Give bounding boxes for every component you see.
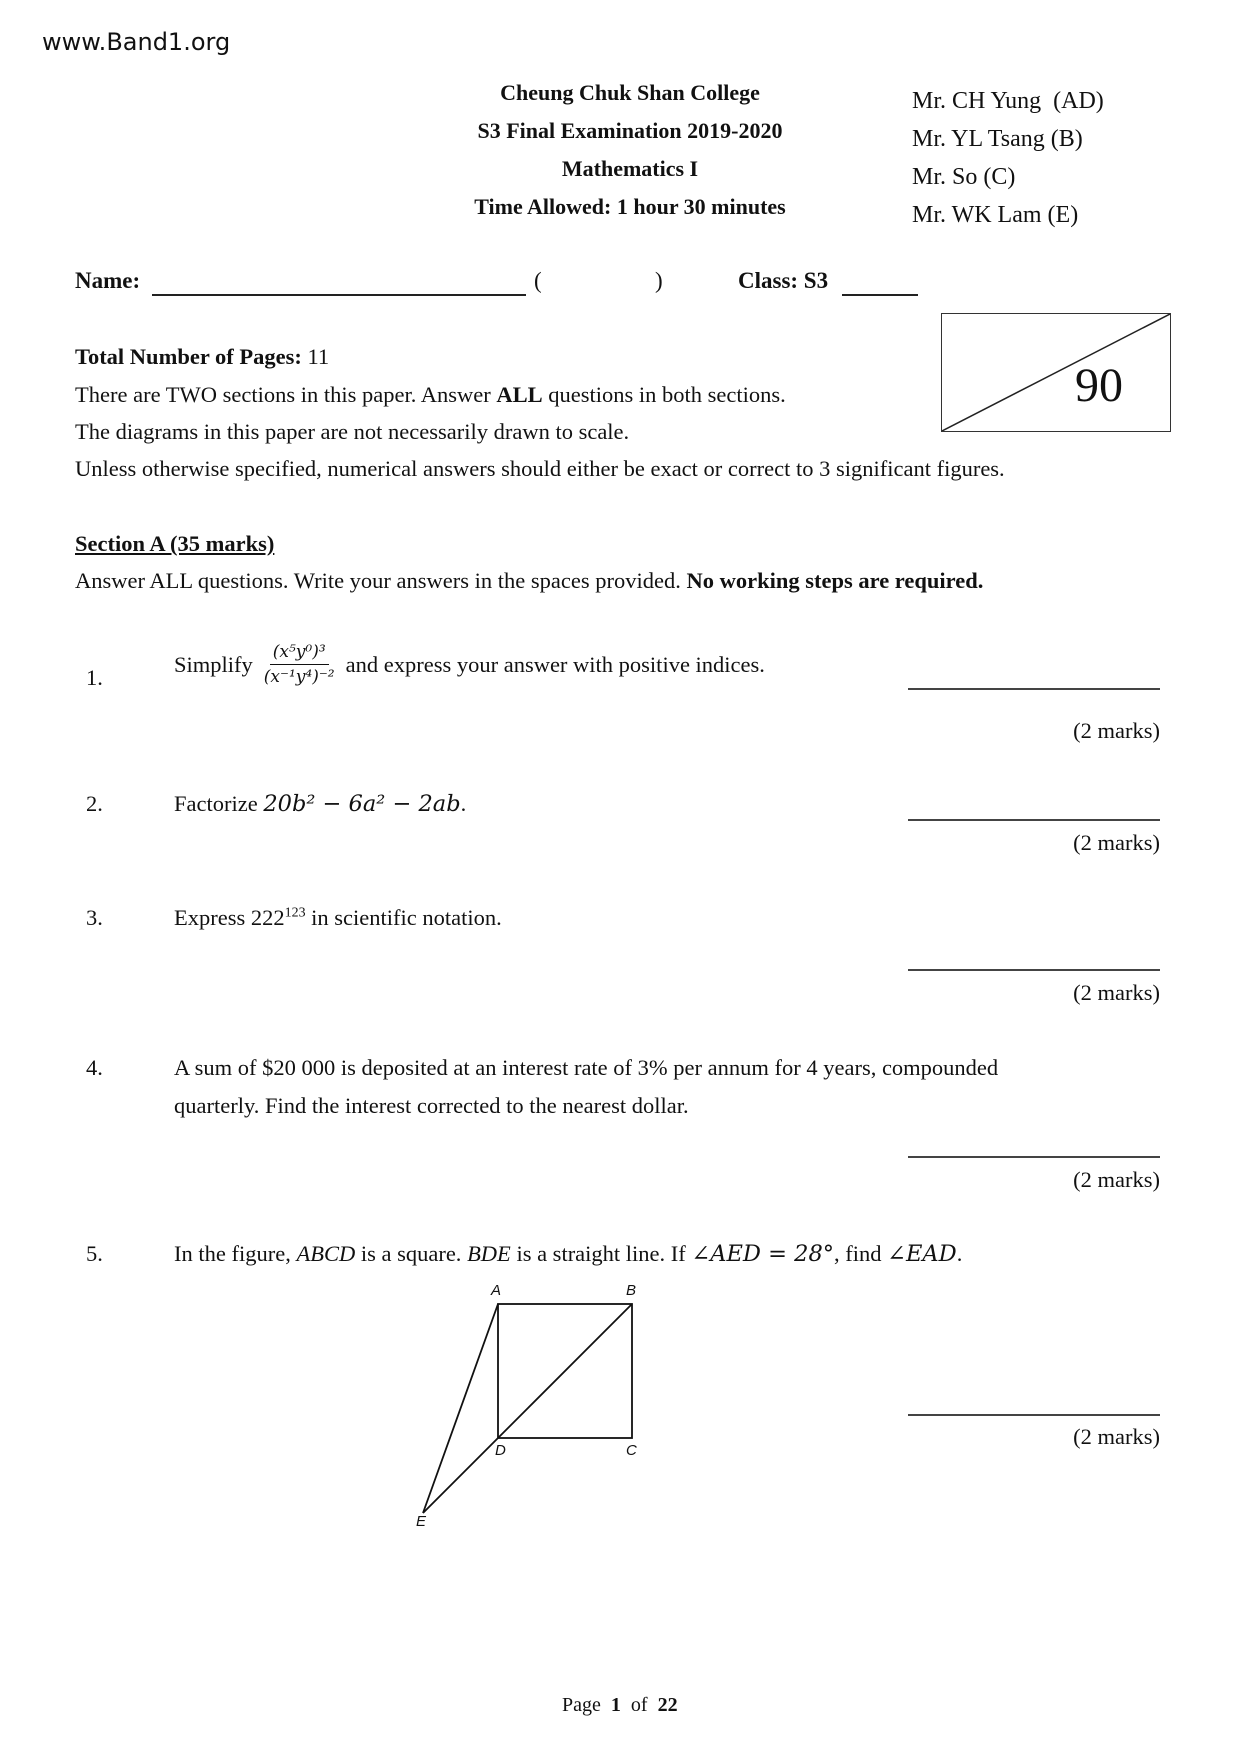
q5-text: . (956, 1241, 963, 1266)
q2-prefix: Factorize (174, 791, 264, 816)
question-5-number: 5. (86, 1241, 103, 1266)
instruction-line-1 (75, 382, 786, 408)
label-c: C (626, 1442, 637, 1459)
instr-text: questions in both sections. (542, 382, 786, 407)
question-1-text (174, 642, 765, 687)
section-a-title: Section A (35 marks) (75, 531, 275, 556)
q1-fraction (261, 642, 338, 687)
question-5-answer-line[interactable] (908, 1414, 1160, 1416)
question-4-marks: (2 marks) (1073, 1167, 1160, 1192)
diagonal-line-icon (942, 314, 1170, 431)
class-number-field[interactable] (546, 268, 656, 296)
question-2-text (174, 791, 466, 817)
school-name: Cheung Chuk Shan College (500, 80, 760, 105)
watermark: www.Band1.org (42, 28, 231, 56)
question-4-line-2: quarterly. Find the interest corrected to the nearest dollar. (174, 1093, 689, 1118)
question-3-answer-line[interactable] (908, 969, 1160, 971)
q2-expression: 20b² − 6a² − 2ab (263, 791, 461, 817)
q1-prefix: Simplify (174, 651, 253, 677)
label-a: A (491, 1282, 502, 1299)
paren-open: ( (534, 268, 542, 293)
q1-numerator: (x⁵y⁰)³ (270, 642, 329, 665)
geometry-diagram-icon (380, 1270, 680, 1530)
teacher-4: Mr. WK Lam (E) (912, 202, 1079, 228)
of-label: of (630, 1694, 648, 1716)
label-b: B (626, 1282, 637, 1299)
question-5-marks: (2 marks) (1073, 1424, 1160, 1449)
class-field[interactable] (842, 294, 918, 296)
q3-exponent: 123 (284, 905, 306, 921)
question-1-number: 1. (86, 665, 103, 690)
name-label: Name: (75, 268, 141, 293)
question-4-answer-line[interactable] (908, 1156, 1160, 1158)
teacher-3: Mr. So (C) (912, 164, 1016, 190)
page-footer (562, 1694, 678, 1717)
question-3-marks: (2 marks) (1073, 980, 1160, 1005)
instruction-line-2: The diagrams in this paper are not necessarily drawn to scale. (75, 419, 630, 444)
q3-prefix: Express 222 (174, 905, 285, 930)
question-1-answer-line[interactable] (908, 688, 1160, 690)
question-3-text (174, 905, 502, 931)
question-5-text (174, 1241, 962, 1267)
question-4-line-1: A sum of $20 000 is deposited at an interest rate of 3% per annum for 4 years, compounded (174, 1055, 999, 1080)
total-pages (75, 344, 329, 370)
q5-text: , find (834, 1241, 888, 1266)
score-box (941, 313, 1171, 432)
square-figure (380, 1270, 680, 1530)
q1-suffix: and express your answer with positive indices. (345, 651, 765, 677)
q2-suffix: . (460, 791, 467, 816)
instr-text: Answer ALL questions. Write your answers in the spaces provided. (75, 568, 687, 593)
q1-denominator: (x⁻¹y⁴)⁻² (263, 667, 335, 687)
total-pages-value: 11 (307, 344, 330, 369)
subject-title: Mathematics I (561, 156, 699, 181)
question-2-marks: (2 marks) (1073, 830, 1160, 855)
section-a-instructions (75, 568, 983, 594)
instr-text: There are TWO sections in this paper. Answer (75, 382, 497, 407)
question-2-number: 2. (86, 791, 103, 816)
class-label: Class: S3 (738, 268, 829, 293)
q5-angle-given: ∠AED = 28° (691, 1241, 835, 1267)
paren-close: ) (655, 268, 663, 293)
q5-var: BDE (467, 1241, 511, 1266)
instr-emphasis: No working steps are required. (686, 568, 984, 593)
instr-emphasis: ALL (496, 382, 543, 407)
q5-var: ABCD (296, 1241, 356, 1266)
instruction-line-3: Unless otherwise specified, numerical answers should either be exact or correct to 3 significant figures. (75, 456, 1005, 481)
q5-text: In the figure, (174, 1241, 297, 1266)
total-pages-label: Total Number of Pages: (75, 344, 302, 369)
name-field[interactable] (152, 294, 526, 296)
label-e: E (416, 1513, 427, 1530)
question-3-number: 3. (86, 905, 103, 930)
question-2-answer-line[interactable] (908, 819, 1160, 821)
q5-angle-find: ∠EAD (887, 1241, 957, 1267)
page-label: Page (562, 1694, 601, 1716)
exam-title: S3 Final Examination 2019-2020 (477, 118, 783, 143)
question-1-marks: (2 marks) (1073, 718, 1160, 743)
q5-text: is a square. (355, 1241, 468, 1266)
total-marks: 90 (1075, 359, 1123, 412)
time-allowed: Time Allowed: 1 hour 30 minutes (474, 194, 786, 219)
total-pages-count: 22 (657, 1694, 678, 1716)
q3-suffix: in scientific notation. (305, 905, 502, 930)
q5-text: is a straight line. If (510, 1241, 692, 1266)
page-number: 1 (610, 1694, 621, 1716)
teacher-2: Mr. YL Tsang (B) (912, 126, 1083, 152)
question-4-number: 4. (86, 1055, 103, 1080)
label-d: D (495, 1442, 506, 1459)
teacher-1: Mr. CH Yung (AD) (912, 88, 1104, 114)
